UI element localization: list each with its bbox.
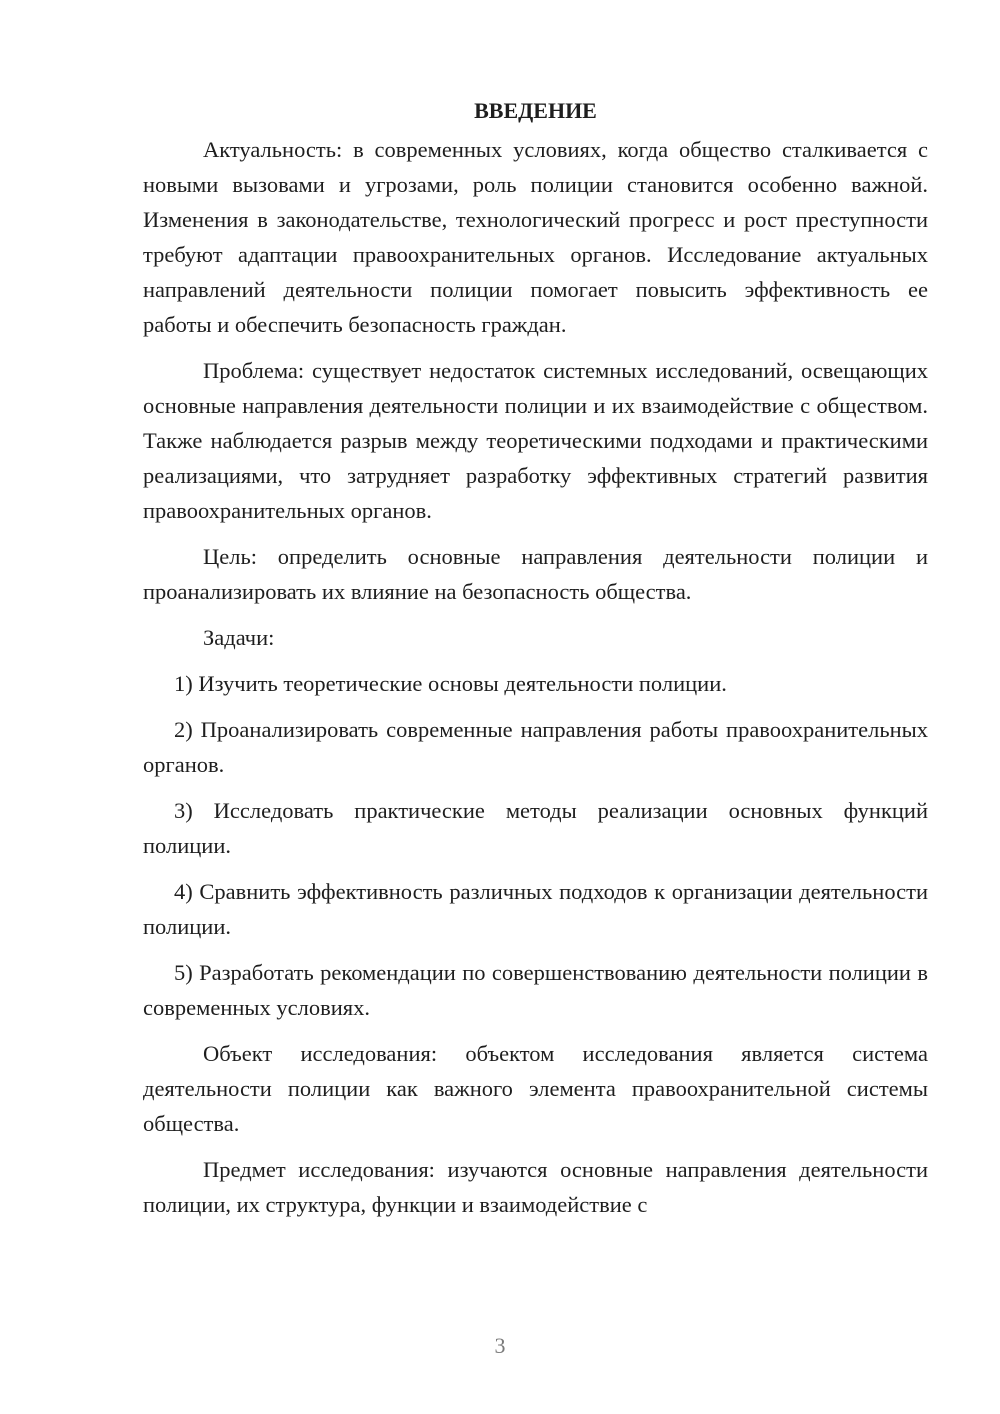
- page-number: 3: [494, 1333, 506, 1358]
- list-item: 2) Проанализировать современные направления работы правоохранительных органов.: [143, 717, 928, 777]
- document-page: [143, 96, 928, 1233]
- list-item: 3) Исследовать практические методы реализации основных функций полиции.: [143, 798, 928, 858]
- tasks-heading: Задачи:: [203, 625, 275, 650]
- paragraph-relevance: Актуальность: в современных условиях, когда общество сталкивается с новыми вызовами и угрозами, роль полиции становится особенно важной. Изменения в законодательстве, технологический прогресс и рост преступности требуют адаптации правоохранительных органов. Исследование актуальных направлений деятельности полиции помогает повысить эффективность ее работы и обеспечить безопасность граждан.: [143, 137, 928, 337]
- paragraph-subject: Предмет исследования: изучаются основные направления деятельности полиции, их структура, функции и взаимодействие с: [143, 1157, 928, 1217]
- list-item: 5) Разработать рекомендации по совершенствованию деятельности полиции в современных условиях.: [143, 960, 928, 1020]
- paragraph-goal: Цель: определить основные направления деятельности полиции и проанализировать их влияние на безопасность общества.: [143, 544, 928, 604]
- paragraph-object: Объект исследования: объектом исследования является система деятельности полиции как важного элемента правоохранительной системы общества.: [143, 1041, 928, 1136]
- page-title: ВВЕДЕНИЕ: [474, 98, 597, 123]
- paragraph-problem: Проблема: существует недостаток системных исследований, освещающих основные направления деятельности полиции и их взаимодействие с обществом. Также наблюдается разрыв между теоретическими подходами и практическими реализациями, что затрудняет разработку эффективных стратегий развития правоохранительных органов.: [143, 358, 928, 523]
- list-item: 1) Изучить теоретические основы деятельности полиции.: [174, 671, 727, 696]
- list-item: 4) Сравнить эффективность различных подходов к организации деятельности полиции.: [143, 879, 928, 939]
